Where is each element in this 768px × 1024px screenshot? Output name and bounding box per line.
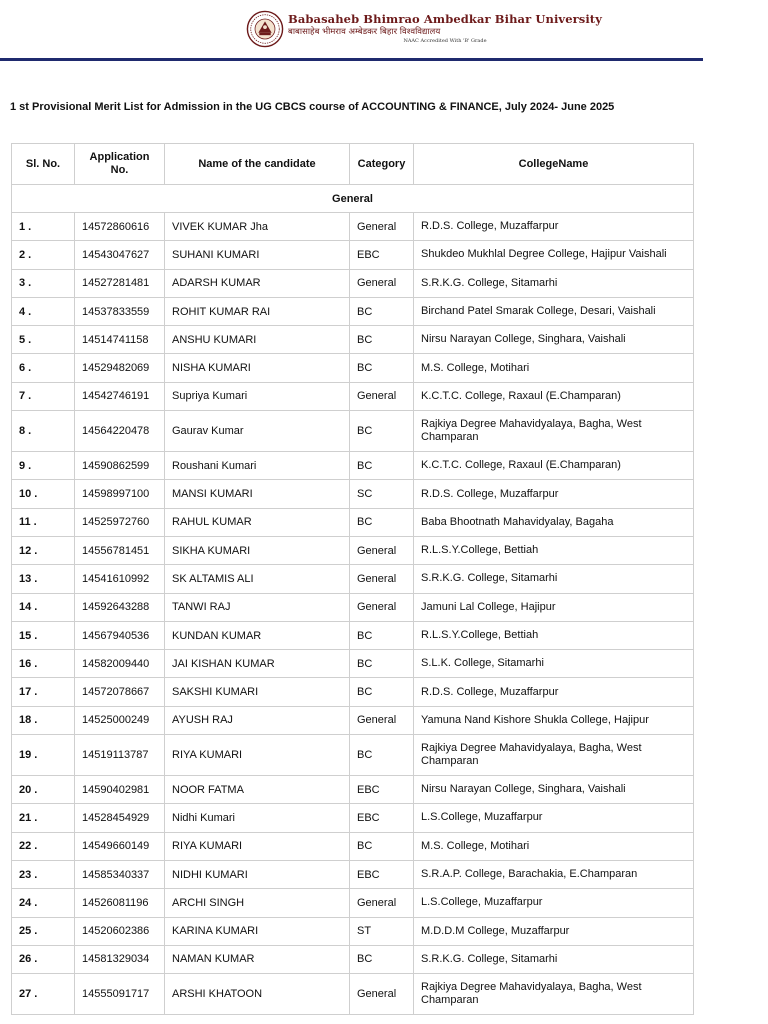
candidate-name-cell: VIVEK KUMAR Jha — [165, 213, 350, 241]
sl-no-cell: 4 . — [12, 297, 75, 325]
sl-no-cell: 18 . — [12, 706, 75, 734]
college-name-cell: S.R.K.G. College, Sitamarhi — [414, 945, 694, 973]
candidate-name-cell: JAI KISHAN KUMAR — [165, 650, 350, 678]
college-name-cell: R.L.S.Y.College, Bettiah — [414, 621, 694, 649]
application-no-cell: 14514741158 — [75, 326, 165, 354]
application-no-cell: 14519113787 — [75, 735, 165, 776]
university-logo — [246, 9, 602, 49]
sl-no-cell: 3 . — [12, 269, 75, 297]
category-cell: BC — [350, 945, 414, 973]
category-cell: General — [350, 382, 414, 410]
accreditation-text: NAAC Accredited With 'B' Grade — [403, 38, 487, 44]
page-header — [0, 0, 703, 61]
sl-no-cell: 27 . — [12, 974, 75, 1015]
sl-no-cell: 17 . — [12, 678, 75, 706]
candidate-name-cell: Roushani Kumari — [165, 452, 350, 480]
application-no-cell: 14543047627 — [75, 241, 165, 269]
application-no-cell: 14590862599 — [75, 452, 165, 480]
sl-no-cell: 5 . — [12, 326, 75, 354]
candidate-name-cell: NIDHI KUMARI — [165, 860, 350, 888]
category-cell: BC — [350, 326, 414, 354]
candidate-name-cell: ADARSH KUMAR — [165, 269, 350, 297]
application-no-cell: 14525000249 — [75, 706, 165, 734]
university-name-block — [288, 13, 602, 45]
candidate-name-cell: TANWI RAJ — [165, 593, 350, 621]
college-name-cell: Shukdeo Mukhlal Degree College, Hajipur Vaishali — [414, 241, 694, 269]
header-category: Category — [350, 144, 414, 185]
college-name-cell: M.S. College, Motihari — [414, 832, 694, 860]
college-name-cell: Birchand Patel Smarak College, Desari, Vaishali — [414, 297, 694, 325]
category-cell: EBC — [350, 241, 414, 269]
sl-no-cell: 12 . — [12, 536, 75, 564]
header-sl-no: Sl. No. — [12, 144, 75, 185]
candidate-name-cell: NAMAN KUMAR — [165, 945, 350, 973]
candidate-name-cell: ARCHI SINGH — [165, 889, 350, 917]
college-name-cell: Nirsu Narayan College, Singhara, Vaishali — [414, 776, 694, 804]
application-no-cell: 14529482069 — [75, 354, 165, 382]
application-no-cell: 14572860616 — [75, 213, 165, 241]
category-cell: SC — [350, 480, 414, 508]
application-no-cell: 14592643288 — [75, 593, 165, 621]
category-cell: General — [350, 706, 414, 734]
category-cell: BC — [350, 411, 414, 452]
sl-no-cell: 20 . — [12, 776, 75, 804]
category-cell: General — [350, 269, 414, 297]
candidate-name-cell: KUNDAN KUMAR — [165, 621, 350, 649]
candidate-name-cell: ANSHU KUMARI — [165, 326, 350, 354]
candidate-name-cell: NOOR FATMA — [165, 776, 350, 804]
application-no-cell: 14537833559 — [75, 297, 165, 325]
category-cell: BC — [350, 452, 414, 480]
group-row — [12, 185, 694, 213]
category-cell: BC — [350, 678, 414, 706]
application-no-cell: 14572078667 — [75, 678, 165, 706]
college-name-cell: S.R.K.G. College, Sitamarhi — [414, 269, 694, 297]
university-name-en: Babasaheb Bhimrao Ambedkar Bihar University — [288, 12, 603, 26]
sl-no-cell: 22 . — [12, 832, 75, 860]
sl-no-cell: 13 . — [12, 565, 75, 593]
category-cell: EBC — [350, 804, 414, 832]
header-application-no: Application No. — [75, 144, 165, 185]
sl-no-cell: 1 . — [12, 213, 75, 241]
category-cell: BC — [350, 354, 414, 382]
table-row — [12, 508, 694, 536]
category-cell: BC — [350, 297, 414, 325]
college-name-cell: L.S.College, Muzaffarpur — [414, 804, 694, 832]
college-name-cell: S.R.A.P. College, Barachakia, E.Champaran — [414, 860, 694, 888]
candidate-name-cell: Supriya Kumari — [165, 382, 350, 410]
table-row — [12, 241, 694, 269]
sl-no-cell: 21 . — [12, 804, 75, 832]
sl-no-cell: 8 . — [12, 411, 75, 452]
sl-no-cell: 6 . — [12, 354, 75, 382]
sl-no-cell: 2 . — [12, 241, 75, 269]
candidate-name-cell: SAKSHI KUMARI — [165, 678, 350, 706]
sl-no-cell: 24 . — [12, 889, 75, 917]
sl-no-cell: 25 . — [12, 917, 75, 945]
college-name-cell: Rajkiya Degree Mahavidyalaya, Bagha, West Champaran — [414, 974, 694, 1015]
college-name-cell: Nirsu Narayan College, Singhara, Vaishali — [414, 326, 694, 354]
application-no-cell: 14527281481 — [75, 269, 165, 297]
college-name-cell: M.D.D.M College, Muzaffarpur — [414, 917, 694, 945]
sl-no-cell: 7 . — [12, 382, 75, 410]
table-row — [12, 593, 694, 621]
university-seal-icon — [246, 10, 284, 48]
category-cell: BC — [350, 650, 414, 678]
application-no-cell: 14590402981 — [75, 776, 165, 804]
sl-no-cell: 23 . — [12, 860, 75, 888]
table-row — [12, 974, 694, 1015]
application-no-cell: 14581329034 — [75, 945, 165, 973]
table-row — [12, 860, 694, 888]
application-no-cell: 14555091717 — [75, 974, 165, 1015]
table-row — [12, 565, 694, 593]
sl-no-cell: 15 . — [12, 621, 75, 649]
application-no-cell: 14520602386 — [75, 917, 165, 945]
table-row — [12, 536, 694, 564]
category-cell: EBC — [350, 776, 414, 804]
application-no-cell: 14541610992 — [75, 565, 165, 593]
college-name-cell: R.D.S. College, Muzaffarpur — [414, 480, 694, 508]
category-cell: General — [350, 565, 414, 593]
candidate-name-cell: RIYA KUMARI — [165, 735, 350, 776]
candidate-name-cell: NISHA KUMARI — [165, 354, 350, 382]
table-row — [12, 889, 694, 917]
college-name-cell: R.D.S. College, Muzaffarpur — [414, 213, 694, 241]
college-name-cell: Jamuni Lal College, Hajipur — [414, 593, 694, 621]
header-candidate-name: Name of the candidate — [165, 144, 350, 185]
college-name-cell: K.C.T.C. College, Raxaul (E.Champaran) — [414, 382, 694, 410]
table-row — [12, 213, 694, 241]
application-no-cell: 14549660149 — [75, 832, 165, 860]
category-cell: BC — [350, 832, 414, 860]
college-name-cell: Rajkiya Degree Mahavidyalaya, Bagha, West Champaran — [414, 735, 694, 776]
college-name-cell: K.C.T.C. College, Raxaul (E.Champaran) — [414, 452, 694, 480]
application-no-cell: 14564220478 — [75, 411, 165, 452]
category-cell: EBC — [350, 860, 414, 888]
table-row — [12, 452, 694, 480]
category-cell: General — [350, 536, 414, 564]
category-cell: General — [350, 213, 414, 241]
sl-no-cell: 9 . — [12, 452, 75, 480]
university-name-hi: बाबासाहेब भीमराव अम्बेडकर बिहार विश्वविद्यालय — [288, 27, 441, 37]
merit-list-table — [11, 143, 694, 1015]
table-row — [12, 945, 694, 973]
application-no-cell: 14525972760 — [75, 508, 165, 536]
college-name-cell: R.D.S. College, Muzaffarpur — [414, 678, 694, 706]
candidate-name-cell: RAHUL KUMAR — [165, 508, 350, 536]
table-header-row — [12, 144, 694, 185]
college-name-cell: L.S.College, Muzaffarpur — [414, 889, 694, 917]
sl-no-cell: 26 . — [12, 945, 75, 973]
application-no-cell: 14542746191 — [75, 382, 165, 410]
table-row — [12, 297, 694, 325]
page-title: 1 st Provisional Merit List for Admission in the UG CBCS course of ACCOUNTING & FINANCE, July 2024- June 2025 — [10, 101, 615, 113]
category-cell: General — [350, 593, 414, 621]
application-no-cell: 14556781451 — [75, 536, 165, 564]
sl-no-cell: 19 . — [12, 735, 75, 776]
candidate-name-cell: KARINA KUMARI — [165, 917, 350, 945]
candidate-name-cell: ROHIT KUMAR RAI — [165, 297, 350, 325]
college-name-cell: Rajkiya Degree Mahavidyalaya, Bagha, West Champaran — [414, 411, 694, 452]
candidate-name-cell: Gaurav Kumar — [165, 411, 350, 452]
college-name-cell: M.S. College, Motihari — [414, 354, 694, 382]
table-row — [12, 650, 694, 678]
table-row — [12, 411, 694, 452]
candidate-name-cell: SIKHA KUMARI — [165, 536, 350, 564]
table-row — [12, 382, 694, 410]
sl-no-cell: 11 . — [12, 508, 75, 536]
sl-no-cell: 10 . — [12, 480, 75, 508]
table-row — [12, 917, 694, 945]
candidate-name-cell: RIYA KUMARI — [165, 832, 350, 860]
college-name-cell: Yamuna Nand Kishore Shukla College, Hajipur — [414, 706, 694, 734]
category-cell: BC — [350, 508, 414, 536]
category-cell: General — [350, 889, 414, 917]
sl-no-cell: 14 . — [12, 593, 75, 621]
table-row — [12, 832, 694, 860]
category-cell: ST — [350, 917, 414, 945]
table-row — [12, 480, 694, 508]
candidate-name-cell: SUHANI KUMARI — [165, 241, 350, 269]
application-no-cell: 14528454929 — [75, 804, 165, 832]
candidate-name-cell: MANSI KUMARI — [165, 480, 350, 508]
sl-no-cell: 16 . — [12, 650, 75, 678]
table-row — [12, 735, 694, 776]
category-cell: General — [350, 974, 414, 1015]
category-cell: BC — [350, 621, 414, 649]
candidate-name-cell: ARSHI KHATOON — [165, 974, 350, 1015]
group-label: General — [12, 185, 694, 213]
table-row — [12, 706, 694, 734]
college-name-cell: S.L.K. College, Sitamarhi — [414, 650, 694, 678]
table-row — [12, 269, 694, 297]
candidate-name-cell: SK ALTAMIS ALI — [165, 565, 350, 593]
candidate-name-cell: AYUSH RAJ — [165, 706, 350, 734]
college-name-cell: Baba Bhootnath Mahavidyalay, Bagaha — [414, 508, 694, 536]
application-no-cell: 14567940536 — [75, 621, 165, 649]
table-row — [12, 326, 694, 354]
application-no-cell: 14585340337 — [75, 860, 165, 888]
table-row — [12, 776, 694, 804]
table-row — [12, 804, 694, 832]
application-no-cell: 14582009440 — [75, 650, 165, 678]
table-row — [12, 354, 694, 382]
candidate-name-cell: Nidhi Kumari — [165, 804, 350, 832]
header-college-name: CollegeName — [414, 144, 694, 185]
college-name-cell: R.L.S.Y.College, Bettiah — [414, 536, 694, 564]
table-row — [12, 621, 694, 649]
category-cell: BC — [350, 735, 414, 776]
application-no-cell: 14598997100 — [75, 480, 165, 508]
table-row — [12, 678, 694, 706]
college-name-cell: S.R.K.G. College, Sitamarhi — [414, 565, 694, 593]
application-no-cell: 14526081196 — [75, 889, 165, 917]
